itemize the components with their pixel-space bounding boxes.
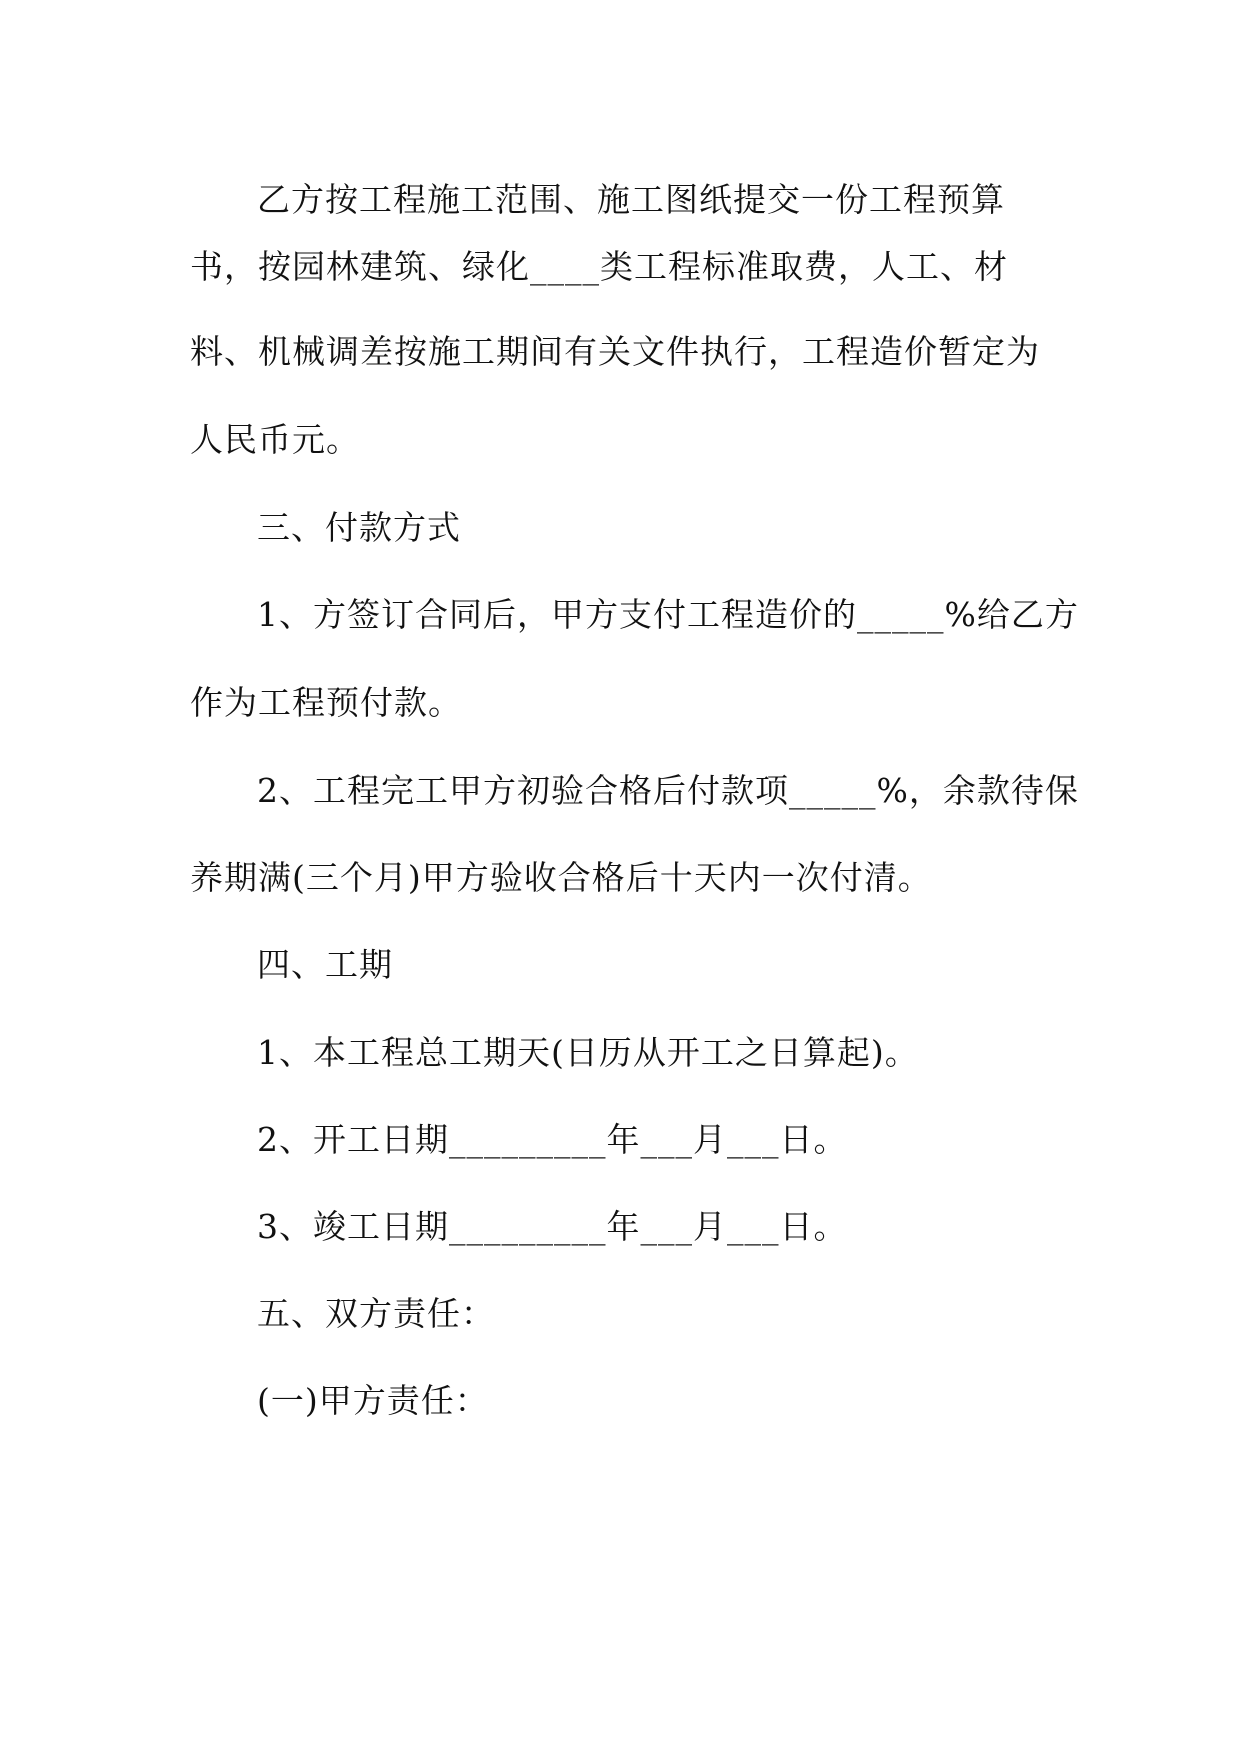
subsection-heading: (一)甲方责任： [257,1381,489,1420]
section-heading: 四、工期 [257,945,393,984]
paragraph-line: 1、本工程总工期天(日历从开工之日算起)。 [257,1033,919,1072]
paragraph-line: 3、竣工日期_________年___月___日。 [257,1207,848,1246]
paragraph-line: 料、机械调差按施工期间有关文件执行，工程造价暂定为 [190,332,1040,371]
section-heading: 三、付款方式 [257,508,461,547]
paragraph-line: 人民币元。 [190,420,360,459]
paragraph-line: 2、工程完工甲方初验合格后付款项_____%，余款待保 [257,771,1079,810]
paragraph-line: 1、方签订合同后，甲方支付工程造价的_____%给乙方 [257,595,1079,634]
paragraph-line: 2、开工日期_________年___月___日。 [257,1120,848,1159]
section-heading: 五、双方责任： [257,1294,495,1333]
paragraph-line: 作为工程预付款。 [190,683,462,722]
paragraph-line: 乙方按工程施工范围、施工图纸提交一份工程预算 [257,180,1005,219]
paragraph-line: 养期满(三个月)甲方验收合格后十天内一次付清。 [190,858,932,897]
paragraph-line: 书，按园林建筑、绿化____类工程标准取费，人工、材 [190,247,1008,286]
